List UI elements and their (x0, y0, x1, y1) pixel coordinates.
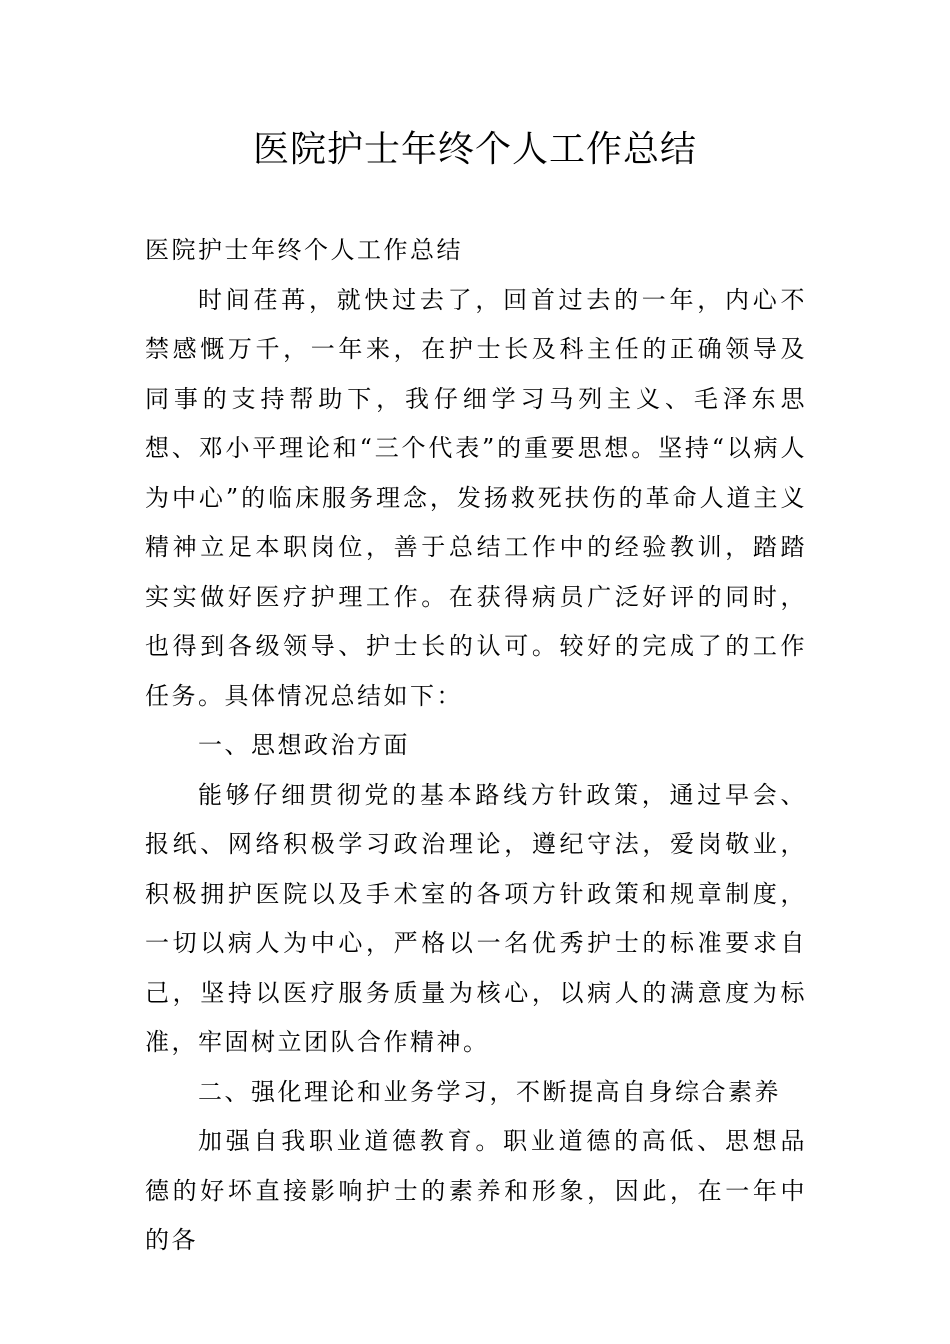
paragraph-section-1: 能够仔细贯彻党的基本路线方针政策，通过早会、报纸、网络积极学习政治理论，遵纪守法，爱岗敬业，积极拥护医院以及手术室的各项方针政策和规章制度，一切以病人为中心，严格以一名优秀护士的标准要求自己，坚持以医疗服务质量为核心，以病人的满意度为标准，牢固树立团队合作精神。 (145, 780, 807, 1056)
section-heading-1: 一、思想政治方面 (198, 731, 410, 759)
paragraph-subtitle: 医院护士年终个人工作总结 (145, 236, 463, 264)
paragraph-intro: 时间荏苒，就快过去了，回首过去的一年，内心不禁感慨万千，一年来，在护士长及科主任的正确领导及同事的支持帮助下，我仔细学习马列主义、毛泽东思想、邓小平理论和“三个代表”的重要思想。坚持“以病人为中心”的临床服务理念，发扬救死扶伤的革命人道主义精神立足本职岗位，善于总结工作中的经验教训，踏踏实实做好医疗护理工作。在获得病员广泛好评的同时，也得到各级领导、护士长的认可。较好的完成了的工作任务。具体情况总结如下： (145, 285, 807, 710)
document-body (145, 226, 807, 1266)
document-title: 医院护士年终个人工作总结 (252, 129, 697, 170)
paragraph-section-2: 加强自我职业道德教育。职业道德的高低、思想品德的好坏直接影响护士的素养和形象，因此，在一年中的各 (145, 1127, 807, 1254)
section-heading-2: 二、强化理论和业务学习，不断提高自身综合素养 (198, 1077, 781, 1106)
